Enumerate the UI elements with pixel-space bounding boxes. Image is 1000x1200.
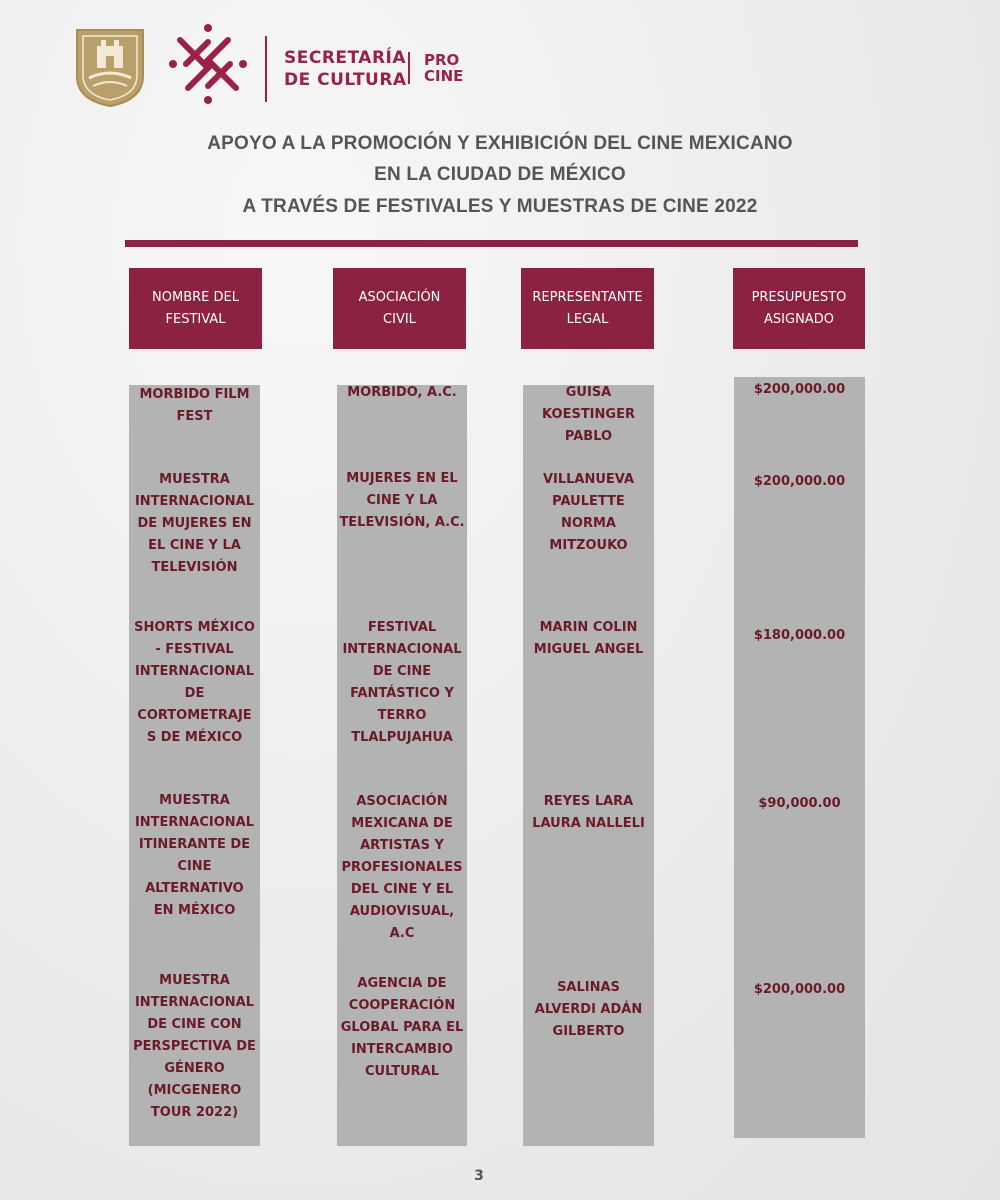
row4-asociacion: ASOCIACIÓN MEXICANA DE ARTISTAS Y PROFESIONALES DEL CINE Y EL AUDIOVISUAL, A.C (341, 794, 463, 941)
de-cultura-label: DE CULTURA (284, 70, 407, 90)
row5-presupuesto: $200,000.00 (753, 982, 846, 997)
row3-festival: SHORTS MÉXICO - FESTIVAL INTERNACIONAL DE CORTOMETRAJE S DE MÉXICO (134, 620, 255, 745)
title-rule (125, 240, 858, 247)
title-line-3: A TRAVÉS DE FESTIVALES Y MUESTRAS DE CINE 2022 (242, 196, 758, 217)
cdmx-emblem-logo (168, 22, 248, 106)
header-divider (265, 36, 267, 102)
row3-presupuesto: $180,000.00 (753, 628, 846, 643)
row1-asociacion: MORBIDO, A.C. (347, 385, 457, 400)
cdmx-shield-logo (75, 28, 145, 108)
row2-presupuesto: $200,000.00 (753, 474, 846, 489)
row4-representante: REYES LARA LAURA NALLELI (532, 794, 645, 831)
row2-representante: VILLANUEVA PAULETTE NORMA MITZOUKO (542, 472, 635, 553)
title-line-2: EN LA CIUDAD DE MÉXICO (374, 164, 626, 185)
header-asociacion-civil: ASOCIACIÓN CIVIL (333, 268, 466, 349)
procine-divider (408, 52, 410, 84)
procine-logo-bottom: CINE (424, 67, 464, 85)
header-presupuesto-asignado: PRESUPUESTO ASIGNADO (733, 268, 865, 349)
row2-festival: MUESTRA INTERNACIONAL DE MUJERES EN EL CINE Y LA TELEVISIÓN (134, 472, 255, 575)
row2-asociacion: MUJERES EN EL CINE Y LA TELEVISIÓN, A.C. (339, 471, 465, 530)
row1-representante: GUISA KOESTINGER PABLO (542, 385, 635, 444)
row1-festival: MORBIDO FILM FEST (139, 387, 250, 424)
secretaria-label: SECRETARÍA (284, 48, 407, 68)
row4-festival: MUESTRA INTERNACIONAL ITINERANTE DE CINE ALTERNATIVO EN MÉXICO (134, 793, 255, 918)
row5-asociacion: AGENCIA DE COOPERACIÓN GLOBAL PARA EL INTERCAMBIO CULTURAL (340, 976, 464, 1079)
row1-presupuesto: $200,000.00 (753, 382, 846, 397)
page-number: 3 (474, 1168, 484, 1184)
title-line-1: APOYO A LA PROMOCIÓN Y EXHIBICIÓN DEL CINE MEXICANO (207, 133, 793, 154)
row5-representante: SALINAS ALVERDI ADÁN GILBERTO (534, 980, 643, 1039)
row5-festival: MUESTRA INTERNACIONAL DE CINE CON PERSPECTIVA DE GÉNERO (MICGENERO TOUR 2022) (133, 973, 256, 1120)
row3-asociacion: FESTIVAL INTERNACIONAL DE CINE FANTÁSTICO Y TERRO TLALPUJAHUA (342, 620, 462, 745)
row3-representante: MARIN COLIN MIGUEL ANGEL (533, 620, 644, 657)
header-nombre-festival: NOMBRE DEL FESTIVAL (129, 268, 262, 349)
row4-presupuesto: $90,000.00 (758, 796, 841, 811)
procine-logo-top: PRO (424, 51, 460, 69)
header-representante-legal: REPRESENTANTE LEGAL (521, 268, 654, 349)
